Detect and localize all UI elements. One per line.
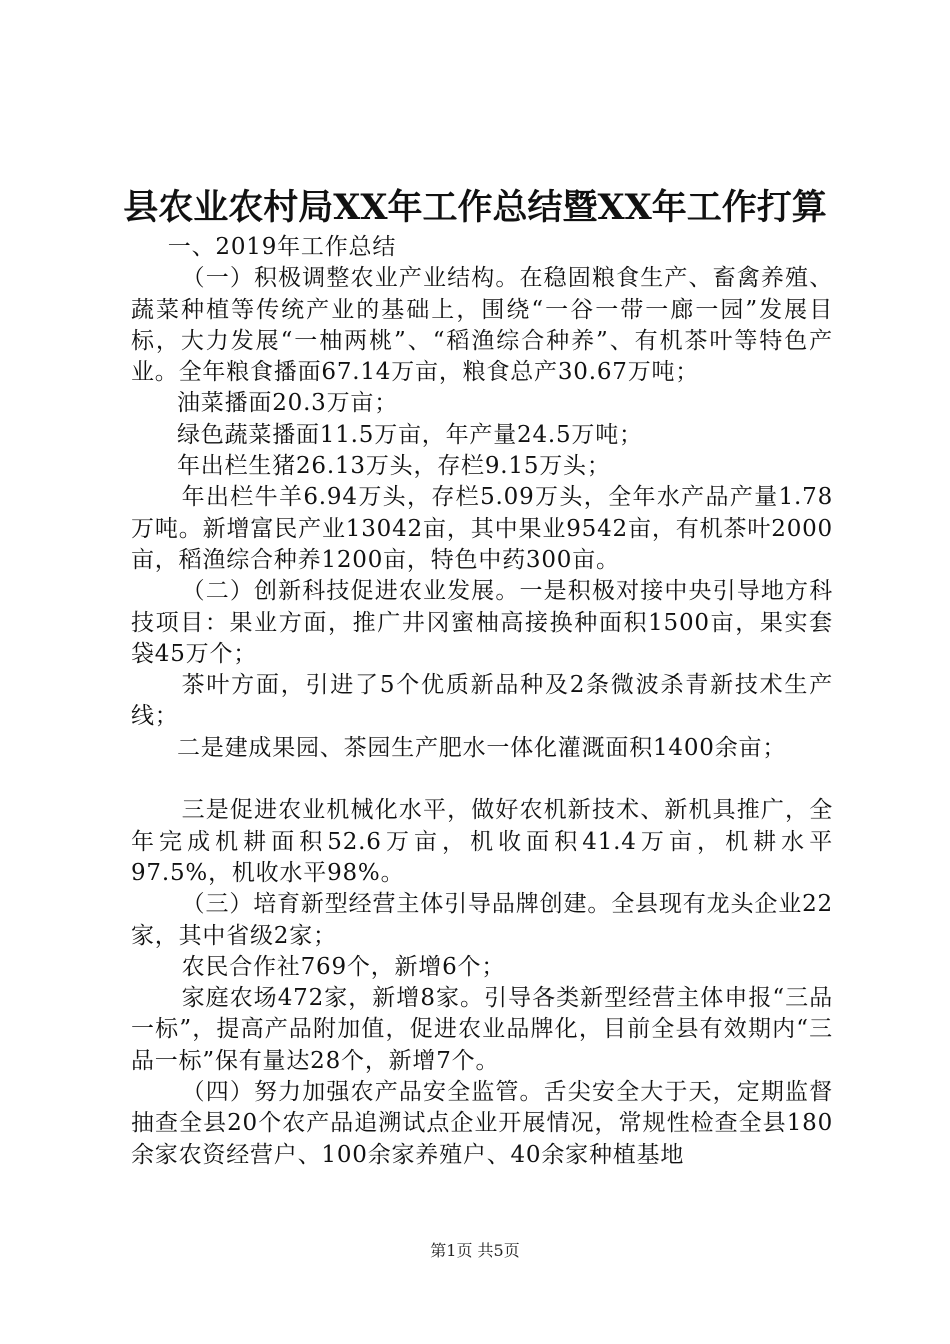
document-title: 县农业农村局XX年工作总结暨XX年工作打算 bbox=[123, 187, 827, 228]
paragraph: 家庭农场472家，新增8家。引导各类新型经营主体申报“三品一标”，提高产品附加值，促进农业品牌化，目前全县有效期内“三品一标”保有量达28个，新增7个。 bbox=[131, 985, 833, 1074]
paragraph: （三）培育新型经营主体引导品牌创建。全县现有龙头企业22家，其中省级2家； bbox=[131, 891, 833, 949]
paragraph: 年出栏生猪26.13万头，存栏9.15万头； bbox=[177, 453, 611, 480]
paragraph: （二）创新科技促进农业发展。一是积极对接中央引导地方科技项目：果业方面，推广井冈蜜柚高接换种面积1500亩，果实套袋45万个； bbox=[131, 578, 833, 667]
paragraph: 三是促进农业机械化水平，做好农机新技术、新机具推广，全年完成机耕面积52.6万亩，机收面积41.4万亩，机耕水平97.5%，机收水平98%。 bbox=[131, 797, 833, 886]
blank-line bbox=[131, 764, 833, 795]
paragraph: 年出栏牛羊6.94万头，存栏5.09万头，全年水产品产量1.78万吨。新增富民产业13042亩，其中果业9542亩，有机茶叶2000亩，稻渔综合种养1200亩，特色中药300亩。 bbox=[131, 484, 833, 573]
paragraph: 绿色蔬菜播面11.5万亩，年产量24.5万吨； bbox=[177, 421, 643, 448]
document-body bbox=[131, 232, 833, 1171]
paragraph: 茶叶方面，引进了5个优质新品种及2条微波杀青新技术生产线； bbox=[131, 672, 833, 730]
paragraph: 油菜播面20.3万亩； bbox=[177, 390, 399, 417]
paragraph: （一）积极调整农业产业结构。在稳固粮食生产、畜禽养殖、蔬菜种植等传统产业的基础上，围绕“一谷一带一廊一园”发展目标，大力发展“一柚两桃”、“稻渔综合种养”、有机茶叶等特色产业。全年粮食播面67.14万亩，粮食总产30.67万吨； bbox=[131, 265, 833, 386]
paragraph: （四）努力加强农产品安全监管。舌尖安全大于天，定期监督抽查全县20个农产品追溯试点企业开展情况，常规性检查全县180余家农资经营户、100余家养殖户、40余家种植基地 bbox=[131, 1079, 833, 1168]
section-heading: 一、2019年工作总结 bbox=[167, 234, 397, 260]
paragraph: 二是建成果园、茶园生产肥水一体化灌溉面积1400余亩； bbox=[177, 734, 787, 761]
paragraph: 农民合作社769个，新增6个； bbox=[181, 953, 506, 980]
page-footer: 第1页 共5页 bbox=[430, 1241, 520, 1260]
